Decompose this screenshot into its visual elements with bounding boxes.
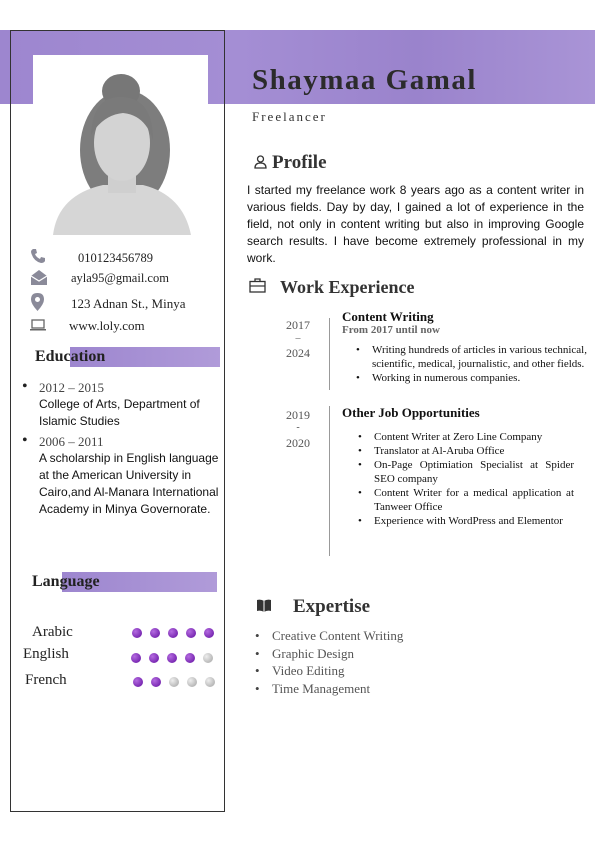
level-dot-filled <box>149 653 159 663</box>
list-item: • Writing hundreds of articles in various technical, scientific, medical, journalistic, and other fields. <box>354 343 587 371</box>
list-item: • Graphic Design <box>255 645 403 663</box>
list-item: • Video Editing <box>255 662 403 680</box>
job-subtitle: From 2017 until now <box>342 324 440 336</box>
level-dot-filled <box>167 653 177 663</box>
language-name: Arabic <box>32 624 73 640</box>
contact-email[interactable]: ayla95@gmail.com <box>71 271 169 285</box>
job-year-sep: – <box>295 333 301 344</box>
education-title: Education <box>35 348 106 365</box>
level-dot-empty <box>187 677 197 687</box>
job-year-end: 2020 <box>286 436 310 450</box>
level-dot-empty <box>169 677 179 687</box>
level-dot-filled <box>131 653 141 663</box>
work-title: Work Experience <box>280 277 415 297</box>
location-pin-icon <box>31 293 44 316</box>
education-desc: A scholarship in English language at the American University in Cairo,and Al-Manara International Academy in Minya Governorate. <box>39 451 219 516</box>
list-item: • Content Writer for a medical application at Tanweer Office <box>356 486 574 514</box>
person-icon <box>254 155 267 174</box>
language-name: English <box>23 646 69 662</box>
level-dot-filled <box>132 628 142 638</box>
avatar-silhouette-icon <box>33 55 208 235</box>
list-item: • Translator at Al-Aruba Office <box>356 444 574 458</box>
briefcase-icon <box>249 278 266 298</box>
timeline-line <box>329 406 330 556</box>
level-dot-filled <box>204 628 214 638</box>
education-years: • 2006 – 2011 <box>39 434 104 449</box>
contact-website[interactable]: www.loly.com <box>69 318 145 333</box>
job-bullets <box>356 430 574 528</box>
language-name: French <box>25 672 67 688</box>
expertise-title: Expertise <box>293 596 371 617</box>
expertise-list <box>255 627 403 697</box>
education-list <box>22 380 222 522</box>
list-item: • On-Page Optimiation Specialist at Spider SEO company <box>356 458 574 486</box>
education-desc: College of Arts, Department of Islamic Studies <box>39 397 200 428</box>
contact-address: 123 Adnan St., Minya <box>71 296 186 311</box>
list-item: • Experience with WordPress and Elementor <box>356 514 574 528</box>
candidate-role: Freelancer <box>252 109 327 124</box>
open-book-icon <box>256 599 272 617</box>
list-item <box>22 434 222 518</box>
envelope-icon <box>31 270 47 290</box>
education-years: • 2012 – 2015 <box>39 380 104 395</box>
candidate-name: Shaymaa Gamal <box>252 64 477 96</box>
job-title: Content Writing <box>342 309 434 324</box>
level-dot-filled <box>133 677 143 687</box>
contact-phone: 010123456789 <box>78 251 153 265</box>
laptop-icon <box>30 318 46 336</box>
timeline-line <box>329 318 330 390</box>
list-item: • Content Writer at Zero Line Company <box>356 430 574 444</box>
profile-photo <box>33 55 208 235</box>
profile-title: Profile <box>272 152 327 173</box>
profile-text: I started my freelance work 8 years ago as a content writer in various fields. Day by day, I gained a lot of experience in the field, not only in content writing but also in improving Google search results. I have become extremely professional in my work. <box>247 183 584 265</box>
level-dot-empty <box>203 653 213 663</box>
job-year-end: 2024 <box>286 346 310 360</box>
level-dot-empty <box>205 677 215 687</box>
level-dot-filled <box>151 677 161 687</box>
job-year-sep: - <box>296 422 300 433</box>
job-title: Other Job Opportunities <box>342 405 480 420</box>
phone-icon <box>30 248 46 269</box>
job-year-start: 2019 <box>286 408 310 422</box>
level-dot-filled <box>150 628 160 638</box>
level-dot-filled <box>185 653 195 663</box>
level-dot-filled <box>186 628 196 638</box>
list-item <box>22 380 222 430</box>
list-item: • Time Management <box>255 680 403 698</box>
level-dot-filled <box>168 628 178 638</box>
language-title: Language <box>32 573 100 590</box>
job-year-start: 2017 <box>286 318 310 332</box>
list-item: • Creative Content Writing <box>255 627 403 645</box>
job-bullets <box>354 343 587 385</box>
list-item: • Working in numerous companies. <box>354 371 587 385</box>
